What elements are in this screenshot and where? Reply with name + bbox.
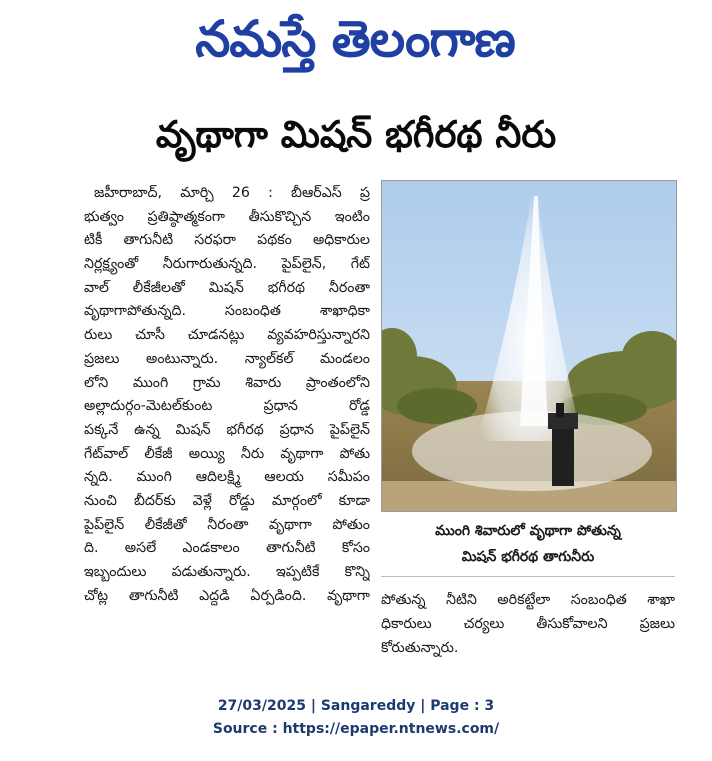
continuation-line: కోరుతున్నారు.	[381, 640, 459, 656]
body-line: న్నది. ముంగి ఆదిలక్ష్మి ఆలయ సమీపం	[84, 469, 370, 486]
body-line: నిర్లక్ష్యంతో నీరుగారుతున్నది. పైప్‌లైన్, గేట్	[84, 256, 370, 273]
body-line: జహీరాబాద్, మార్చి 26 : బీఆర్ఎస్ ప్ర	[94, 185, 370, 201]
article-headline: వృథాగా మిషన్ భగీరథ నీరు	[155, 113, 557, 156]
continuation-line: ధికారులు చర్యలు తీసుకోవాలని ప్రజలు	[381, 616, 675, 632]
body-line: రులు చూసీ చూడనట్లు వ్యవహరిస్తున్నారని	[84, 327, 370, 344]
water-fountain-photo-icon	[382, 181, 676, 511]
caption-line: మిషన్ భగీరథ తాగునీరు	[461, 549, 595, 565]
photo-caption	[381, 518, 675, 574]
body-line: ది. అసలే ఎండకాలం తాగునీటి కోసం	[84, 540, 370, 557]
body-line: టికీ తాగునీటి సరఫరా పథకం అధికారుల	[84, 232, 370, 249]
newspaper-masthead: నమస్తే తెలంగాణ	[195, 10, 515, 68]
column-divider	[381, 576, 675, 577]
continuation-line: పోతున్న నీటిని అరికట్టేలా సంబంధిత శాఖా	[381, 592, 675, 608]
body-line: భుత్వం ప్రతిష్ఠాత్మకంగా తీసుకొచ్చిన ఇంటిం	[84, 208, 370, 225]
caption-line: ముంగి శివారులో వృథాగా పోతున్న	[435, 523, 621, 539]
body-line: పక్కనే ఉన్న మిషన్ భగీరథ ప్రధాన పైప్‌లైన్	[84, 421, 370, 438]
body-line: చోట్ల తాగునీటి ఎద్దడి ఏర్పడింది. వృథాగా	[84, 587, 370, 604]
body-line: అల్లాదుర్గం-మెటల్‌కుంట ప్రధాన రోడ్డ	[84, 398, 370, 415]
body-line: వృథాగాపోతున్నది. సంబంధిత శాఖాధికా	[84, 303, 370, 320]
body-line: పైప్‌లైన్ లీకేజీతో నీరంతా వృథాగా పోతుం	[84, 516, 370, 533]
footer-date-line: 27/03/2025 | Sangareddy | Page : 3	[217, 698, 495, 714]
page-footer	[0, 695, 712, 741]
body-line: ప్రజలు అంటున్నారు. న్యాల్‌కల్ మండలం	[84, 350, 370, 367]
body-line: నుంచి బీదర్‌కు వెళ్లే రోడ్డు మార్గంలో కూడా	[84, 492, 370, 509]
body-line: గేట్‌వాల్ లీకేజీ అయ్యి నీరు వృథాగా పోతు	[84, 445, 370, 462]
article-photo	[381, 180, 677, 512]
body-line: లోని ముంగి గ్రామ శివారు ప్రాంతంలోని	[84, 374, 370, 391]
footer-source-line: Source : https://epaper.ntnews.com/	[212, 721, 500, 737]
article-continuation	[381, 588, 675, 666]
article-body	[84, 182, 370, 664]
body-line: వాల్ లీకేజీలతో మిషన్ భగీరథ నీరంతా	[84, 279, 370, 296]
body-line: ఇబ్బందులు పడుతున్నారు. ఇప్పటికే కొన్ని	[84, 564, 370, 580]
